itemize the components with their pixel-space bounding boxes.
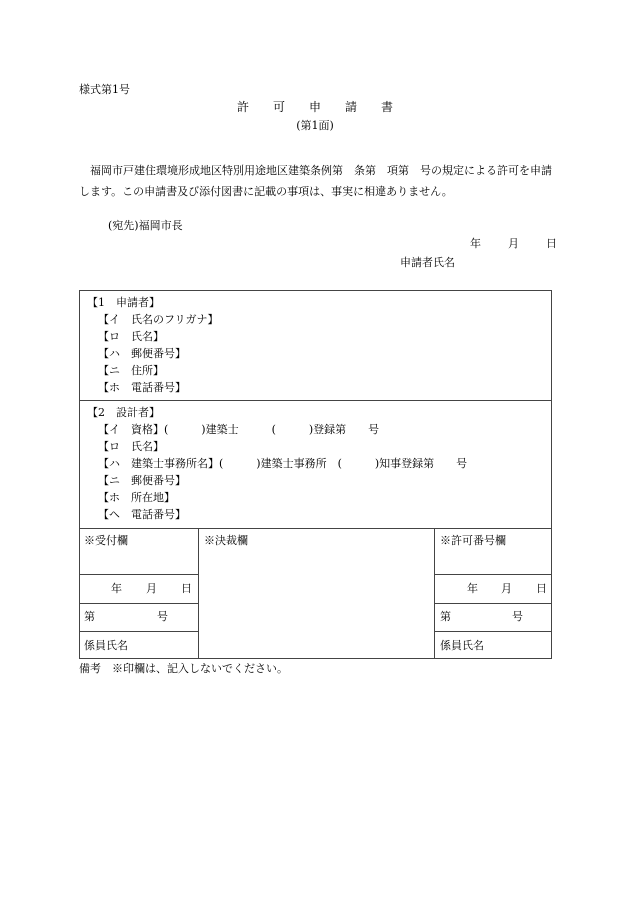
- section2-item: 【ロ 氏名】: [98, 440, 164, 453]
- form-subtitle: (第1面): [296, 119, 334, 132]
- application-form-box: [79, 290, 552, 659]
- permit-gou: 号: [512, 610, 523, 623]
- title-char: 可: [272, 100, 285, 114]
- divider: [434, 603, 551, 604]
- application-date: [470, 238, 557, 249]
- form-number: 様式第1号: [79, 83, 130, 96]
- declaration-paragraph: 福岡市戸建住環境形成地区特別用途地区建築条例第 条第 項第 号の規定による許可を申請します。この申請書及び添付図書に記載の事項は、事実に相違ありません。: [79, 164, 552, 198]
- date-day: 日: [546, 237, 557, 250]
- decision-label: ※決裁欄: [204, 534, 248, 547]
- reception-dai: 第: [84, 610, 95, 623]
- form-title: [0, 101, 630, 113]
- title-char: 請: [345, 100, 358, 114]
- reception-label: ※受付欄: [84, 534, 128, 547]
- section1-header: 【1 申請者】: [87, 296, 160, 309]
- reception-gou: 号: [157, 610, 168, 623]
- section2-item: 【ヘ 電話番号】: [98, 508, 186, 521]
- section1-item: 【ロ 氏名】: [98, 330, 164, 343]
- remarks-note: 備考 ※印欄は、記入しないでください。: [79, 662, 288, 675]
- permit-year: 年: [467, 582, 478, 595]
- section2-item: 【ハ 建築士事務所名】( )建築士事務所 ( )知事登録第 号: [98, 457, 468, 470]
- reception-year: 年: [111, 582, 122, 595]
- divider: [80, 574, 198, 575]
- title-char: 書: [381, 100, 394, 114]
- permit-month: 月: [501, 582, 512, 595]
- permit-day: 日: [536, 582, 547, 595]
- title-char: 許: [236, 100, 249, 114]
- divider: [80, 400, 551, 401]
- reception-day: 日: [181, 582, 192, 595]
- divider: [80, 603, 198, 604]
- section1-item: 【イ 氏名のフリガナ】: [98, 313, 219, 326]
- permit-staff-name: 係員氏名: [440, 639, 484, 652]
- date-year: 年: [470, 237, 481, 250]
- title-char: 申: [308, 100, 321, 114]
- section2-item: 【イ 資格】( )建築士 ( )登録第 号: [98, 423, 380, 436]
- reception-staff-name: 係員氏名: [84, 639, 128, 652]
- divider: [80, 631, 198, 632]
- section1-item: 【ニ 住所】: [98, 364, 164, 377]
- divider: [198, 528, 199, 659]
- applicant-name-label: 申請者氏名: [400, 256, 455, 269]
- section1-item: 【ホ 電話番号】: [98, 381, 186, 394]
- permit-number-label: ※許可番号欄: [440, 534, 506, 547]
- section2-header: 【2 設計者】: [87, 406, 160, 419]
- addressee: (宛先)福岡市長: [108, 219, 183, 232]
- section2-item: 【ホ 所在地】: [98, 491, 175, 504]
- divider: [80, 528, 551, 529]
- divider: [434, 574, 551, 575]
- section2-item: 【ニ 郵便番号】: [98, 474, 186, 487]
- date-month: 月: [508, 237, 519, 250]
- permit-dai: 第: [440, 610, 451, 623]
- divider: [434, 631, 551, 632]
- divider: [434, 528, 435, 659]
- section1-item: 【ハ 郵便番号】: [98, 347, 186, 360]
- reception-month: 月: [146, 582, 157, 595]
